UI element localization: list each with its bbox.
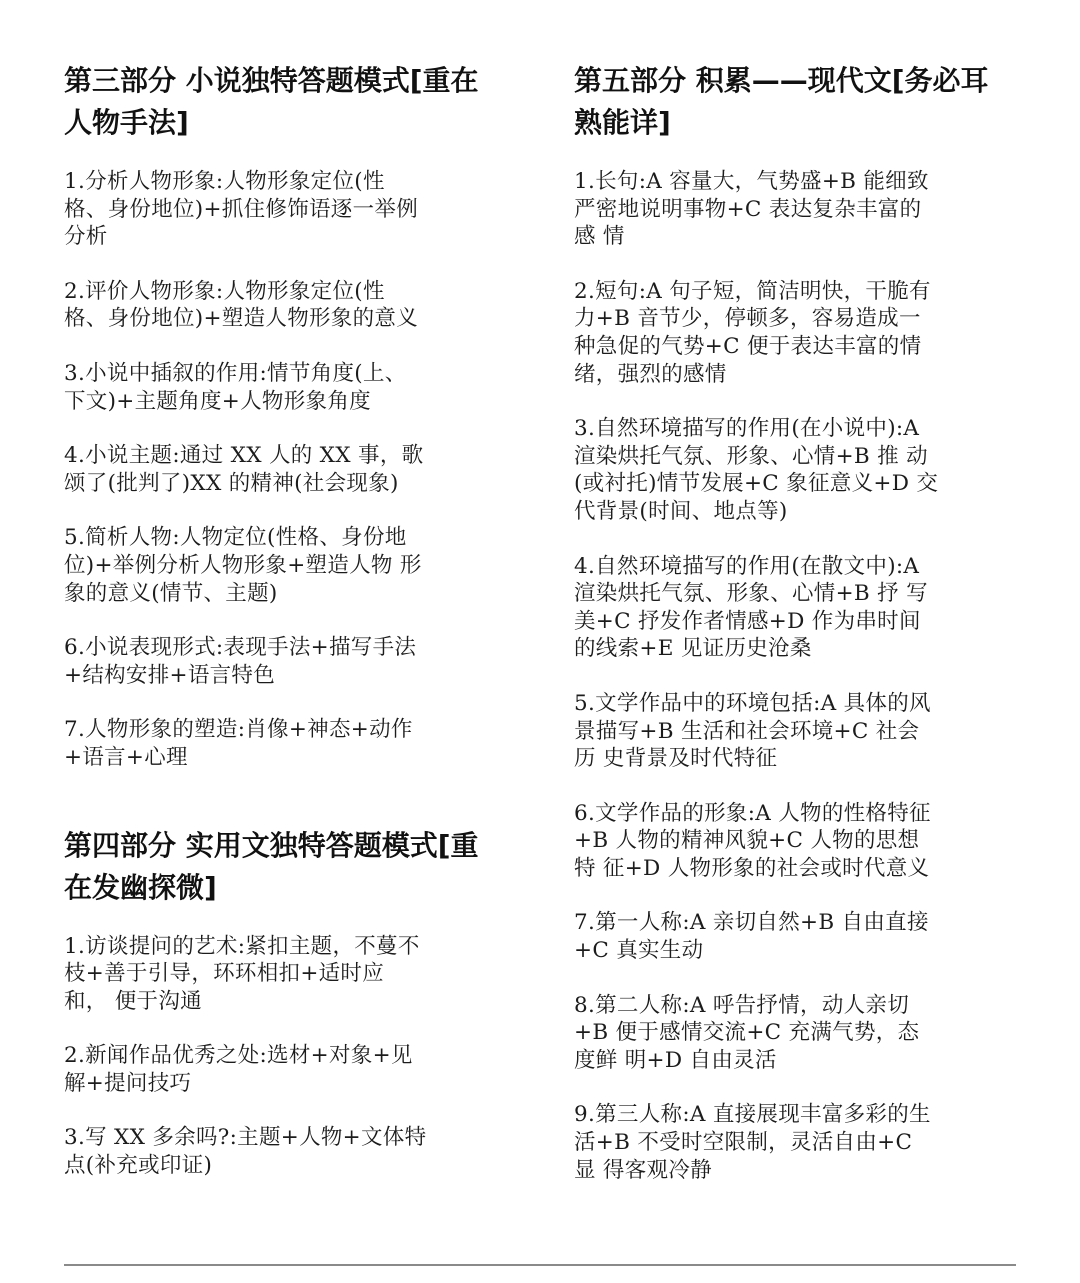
right-column [574, 60, 1024, 1211]
list-item: 7.人物形象的塑造:肖像+神态+动作 +语言+心理 [64, 717, 413, 770]
list-item: 3.自然环境描写的作用(在小说中):A 渲染烘托气氛、形象、心情+B 推 动 (或衬托)情节发展+C 象征意义+D 交 代背景(时间、地点等) [574, 416, 939, 524]
section-title-part4: 第四部分 实用文独特答题模式[重 在发幽探微] [64, 828, 479, 904]
section-spacer [64, 799, 516, 825]
list-item: 1.分析人物形象:人物形象定位(性 格、身份地位)+抓住修饰语逐一举例 分析 [64, 169, 419, 250]
section-title-part5: 第五部分 积累——现代文[务必耳 熟能详] [574, 64, 989, 139]
list-item: 2.新闻作品优秀之处:选材+对象+见 解+提问技巧 [64, 1043, 413, 1096]
list-item: 4.小说主题:通过 XX 人的 XX 事，歌 颂了(批判了)XX 的精神(社会现象) [64, 443, 424, 496]
list-item: 3.小说中插叙的作用:情节角度(上、 下文)+主题角度+人物形象角度 [64, 360, 407, 414]
list-item: 2.评价人物形象:人物形象定位(性 格、身份地位)+塑造人物形象的意义 [64, 278, 419, 332]
list-item: 2.短句:A 句子短，简洁明快，干脆有 力+B 音节少，停顿多，容易造成一 种急促的气势+C 便于表达丰富的情 绪，强烈的感情 [574, 278, 931, 387]
section-items-part3 [64, 168, 516, 772]
list-item: 6.小说表现形式:表现手法+描写手法 +结构安排+语言特色 [64, 635, 417, 688]
list-item: 1.长句:A 容量大，气势盛+B 能细致 严密地说明事物+C 表达复杂丰富的 感 情 [574, 169, 929, 250]
list-item: 3.写 XX 多余吗?:主题+人物+文体特 点(补充或印证) [64, 1125, 427, 1179]
list-item: 9.第三人称:A 直接展现丰富多彩的生 活+B 不受时空限制，灵活自由+C 显 得客观冷静 [574, 1102, 931, 1183]
list-item: 1.访谈提问的艺术:紧扣主题，不蔓不 枝+善于引导，环环相扣+适时应 和， 便于沟通 [64, 933, 420, 1014]
bottom-divider [64, 1264, 1016, 1266]
list-item: 4.自然环境描写的作用(在散文中):A 渲染烘托气氛、形象、心情+B 抒 写 美+C 抒发作者情感+D 作为串时间 的线索+E 见证历史沧桑 [574, 553, 928, 662]
list-item: 8.第二人称:A 呼告抒情，动人亲切 +B 便于感情交流+C 充满气势，态 度鲜 明+D 自由灵活 [574, 992, 920, 1073]
section-items-part5 [574, 168, 1024, 1184]
section-part4 [64, 825, 516, 1180]
list-item: 6.文学作品的形象:A 人物的性格特征 +B 人物的精神风貌+C 人物的思想 特 征+D 人物形象的社会或时代意义 [574, 800, 931, 881]
section-part5 [574, 60, 1024, 1184]
left-column [64, 60, 516, 1207]
section-title-part3: 第三部分 小说独特答题模式[重在 人物手法] [64, 64, 479, 139]
section-part3 [64, 60, 516, 772]
section-items-part4 [64, 933, 516, 1180]
list-item: 7.第一人称:A 亲切自然+B 自由直接 +C 真实生动 [574, 910, 929, 964]
list-item: 5.简析人物:人物定位(性格、身份地 位)+举例分析人物形象+塑造人物 形 象的意义(情节、主题) [64, 525, 422, 606]
list-item: 5.文学作品中的环境包括:A 具体的风 景描写+B 生活和社会环境+C 社会 历 史背景及时代特征 [574, 690, 931, 772]
